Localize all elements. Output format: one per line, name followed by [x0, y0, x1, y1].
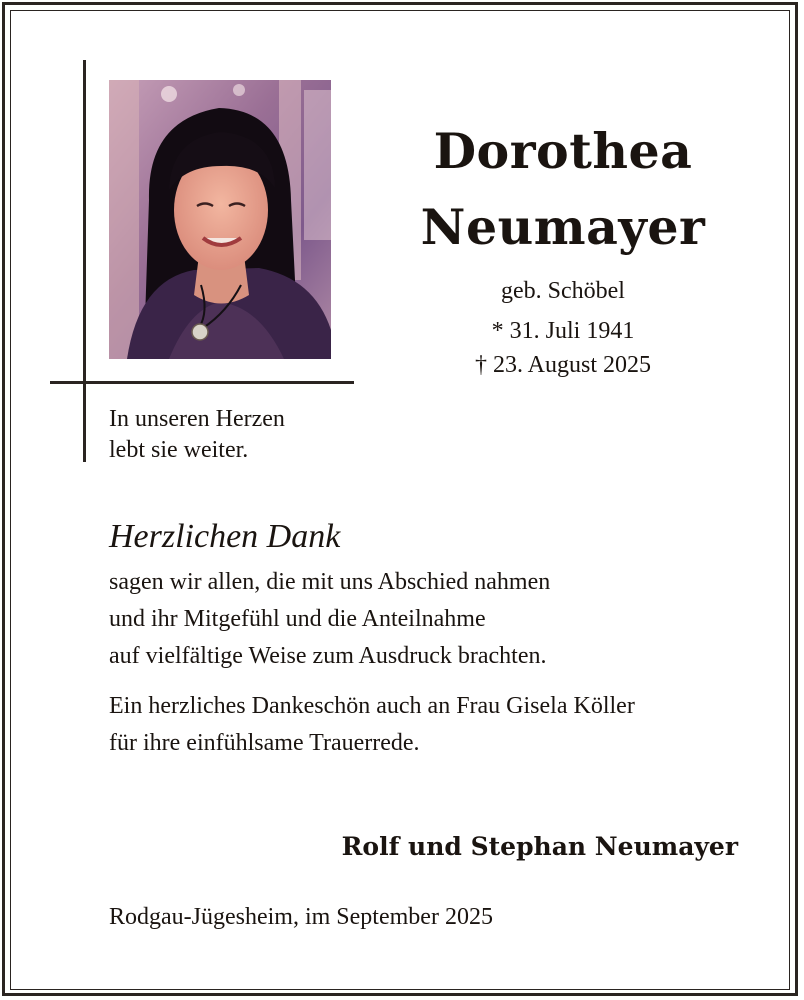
text-line: Ein herzliches Dankeschön auch an Frau Gisela Köller [109, 693, 635, 719]
motto-line: lebt sie weiter. [109, 437, 249, 463]
text-line: auf vielfältige Weise zum Ausdruck brachten. [109, 643, 547, 669]
cross-horizontal-line [50, 381, 354, 384]
memorial-motto [109, 404, 285, 466]
thanks-paragraph-2 [109, 688, 635, 762]
cross-vertical-line [83, 60, 86, 462]
text-line: für ihre einfühlsame Trauerrede. [109, 730, 420, 756]
portrait-photo [109, 80, 331, 359]
motto-line: In unseren Herzen [109, 406, 285, 432]
portrait-image [109, 80, 331, 359]
text-line: sagen wir allen, die mit uns Abschied nahmen [109, 569, 551, 595]
thanks-heading: Herzlichen Dank [109, 518, 341, 555]
deceased-first-name: Dorothea [433, 122, 693, 180]
birth-name: geb. Schöbel [501, 278, 625, 304]
text-line: und ihr Mitgefühl und die Anteilnahme [109, 606, 486, 632]
family-signature: Rolf und Stephan Neumayer [341, 832, 738, 861]
birth-date: * 31. Juli 1941 [491, 318, 635, 344]
deceased-last-name: Neumayer [420, 198, 706, 256]
death-date: † 23. August 2025 [474, 352, 651, 378]
place-and-date: Rodgau-Jügesheim, im September 2025 [109, 904, 493, 930]
thanks-paragraph-1 [109, 564, 550, 675]
